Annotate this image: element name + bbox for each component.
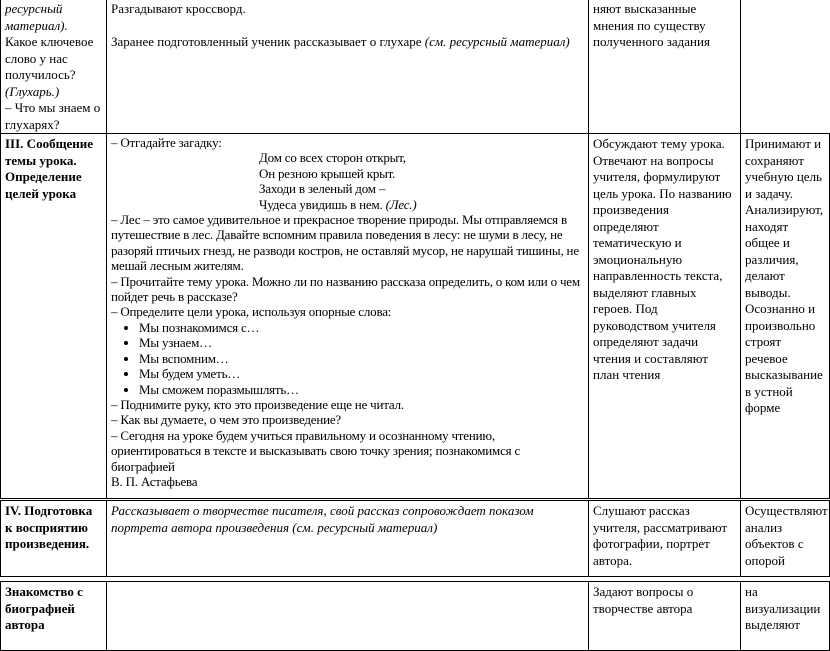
text: Заходи в зеленый дом – — [259, 181, 386, 197]
text: Заранее подготовленный ученик рассказывает о глухаре — [111, 34, 425, 49]
text: Какое ключевое слово у нас получилось? — [5, 34, 94, 82]
text: ресурсный материал). — [5, 1, 68, 33]
text: Слушают рассказ учителя, рассматривают фотографии, портрет автора. — [593, 503, 728, 568]
row3-col4 — [740, 500, 830, 577]
text: – Лес – это самое удивительное и прекрасное творение природы. Мы отправляемся в путешествие в лес. Давайте вспомним правила поведения в лесу: не шуми в лесу, не разоряй птичьих гнезд, не разводи костров, не оставляй мусор, не нарушай тишины, не мешай лесным жителям. — [111, 212, 579, 274]
text — [259, 197, 585, 212]
text: Рассказывает о творчестве писателя, свой рассказ сопровождает показом портрета автора произведения (см. ресурсный материал) — [111, 503, 534, 535]
section-title: IV. Подготовка к восприятию произведения. — [5, 503, 93, 551]
riddle — [111, 150, 585, 212]
text: В. П. Астафьева — [111, 473, 198, 489]
list-item: • Мы сможем поразмышлять… — [139, 382, 585, 397]
row4-col4 — [740, 581, 830, 651]
row4-col3 — [588, 581, 741, 651]
text: Чудеса увидишь в нем. — [259, 196, 386, 212]
list-item: • Мы познакомимся с… — [139, 320, 585, 335]
text: – Что мы знаем о глухарях? — [5, 100, 101, 132]
row1-col2 — [106, 0, 589, 134]
text — [111, 34, 584, 51]
text: няют высказанные мнения по существу полученного задания — [593, 1, 710, 49]
list-item: • Мы узнаем… — [139, 335, 585, 350]
row2-col2 — [106, 133, 589, 499]
row1-col3 — [588, 0, 741, 134]
text: Разгадывают кроссворд. — [111, 1, 246, 16]
text: (Глухарь.) — [5, 83, 60, 99]
text: Осуществляют анализ объектов с опорой — [745, 503, 828, 568]
row2-col3 — [588, 133, 741, 499]
row3-col1 — [0, 500, 107, 577]
text: Дом со всех сторон открыт, — [259, 150, 406, 166]
row4-col1 — [0, 581, 107, 651]
text: Обсуждают тему урока. Отвечают на вопросы учителя, формулируют цель урока. По названию произведения определяют тематическую и эмоциональную направленность текста, выделяют главных героев. Под руководством учителя определяют задачи чтения и составляют план чтения — [593, 136, 732, 382]
row4-col2 — [106, 581, 589, 651]
text: Он резною крышей крыт. — [259, 165, 396, 181]
text: (Лес.) — [385, 196, 417, 212]
text: – Сегодня на уроке будем учиться правильному и осознанному чтению, ориентироваться в тексте и высказывать свою точку зрения; познакомимся с биографией — [111, 427, 521, 474]
text: Задают вопросы о творчестве автора — [593, 584, 694, 616]
text: Принимают и сохраняют учебную цель и задачу. Анализируют, находят общее и различия, делают выводы. Осознанно и произвольно строят речевое высказывание в устной форме — [745, 136, 824, 415]
row1-col1 — [0, 0, 107, 134]
list-item: • Мы вспомним… — [139, 351, 585, 366]
text: на визуализации выделяют — [745, 584, 821, 632]
text: – Поднимите руку, кто это произведение еще не читал. — [111, 396, 404, 412]
section-title: Знакомство с биографией автора — [5, 584, 83, 632]
bullet-list — [111, 320, 585, 397]
text: – Как вы думаете, о чем это произведение? — [111, 412, 342, 428]
list-item: • Мы будем уметь… — [139, 366, 585, 381]
section-title: III. Сообщение темы урока. Определение целей урока — [5, 136, 94, 201]
row2-col1 — [0, 133, 107, 499]
row2-col4 — [740, 133, 830, 499]
row3-col3 — [588, 500, 741, 577]
text: – Прочитайте тему урока. Можно ли по названию рассказа определить, о ком или о чем пойдет речь в рассказе? — [111, 273, 580, 305]
row3-col2 — [106, 500, 589, 577]
text: – Определите цели урока, используя опорные слова: — [111, 304, 392, 320]
text: – Отгадайте загадку: — [111, 135, 222, 150]
text: (см. ресурсный материал) — [424, 34, 570, 49]
